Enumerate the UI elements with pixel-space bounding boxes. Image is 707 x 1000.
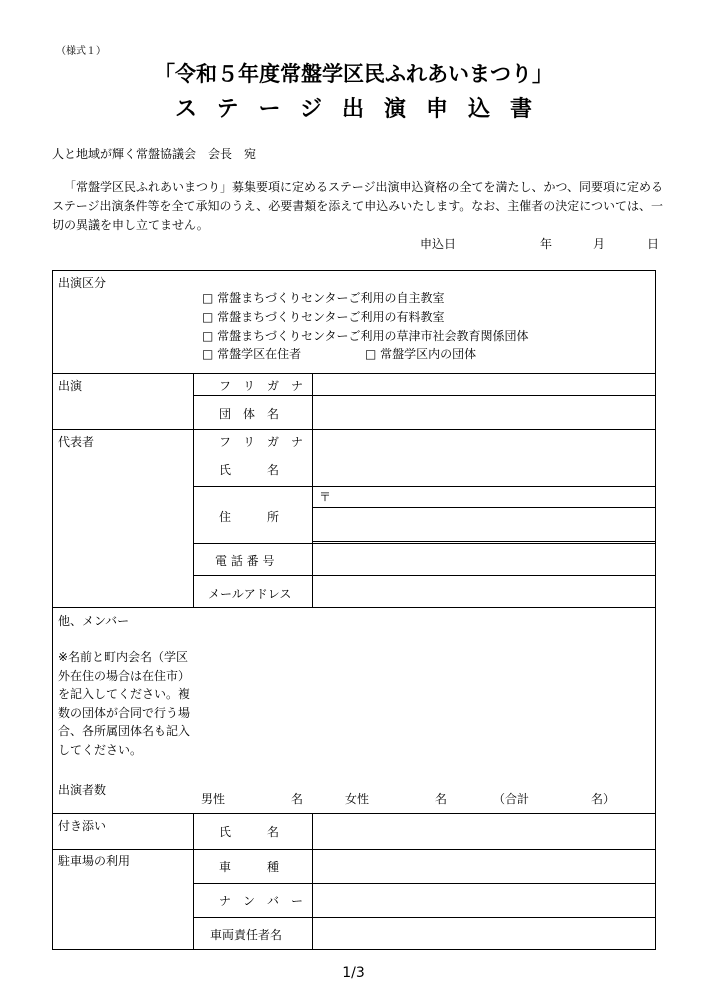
driver-name-label: 車両責任者名 [210,928,283,942]
representative-email-label: メールアドレス [208,587,292,601]
parking-label: 駐車場の利用 [58,854,131,868]
total-count-unit: 名） [591,792,616,806]
female-count-unit: 名 [435,792,448,806]
performer-furigana-label: フ リ ガ ナ [219,379,304,393]
addressee: 人と地域が輝く常盤協議会 会長 宛 [52,147,257,161]
attendant-name-label: 氏 名 [219,825,280,839]
representative-phone-label: 電 話 番 号 [215,554,275,568]
representative-label: 代表者 [58,435,95,449]
performer-group-name-label: 団 体 名 [219,407,280,421]
representative-furigana-label: フ リ ガ ナ [219,435,304,449]
male-count-label: 男性 [201,792,226,806]
page-title: 「令和５年度常盤学区民ふれあいまつり」 [154,62,553,86]
form-label: （様式１） [56,46,106,57]
category-option-self-study[interactable]: □ 常盤まちづくりセンターご利用の自主教室 [202,291,445,305]
representative-email-field[interactable] [315,577,653,605]
date-day: 日 [647,237,660,251]
representative-name-label: 氏 名 [219,463,280,477]
category-option-social-education[interactable]: □ 常盤まちづくりセンターご利用の草津市社会教育関係団体 [202,329,529,343]
car-type-label: 車 種 [219,860,280,874]
page-subtitle: ステージ出演申込書 [174,97,553,122]
car-number-field[interactable] [315,885,653,915]
car-number-label: ナ ン バ ー [219,894,304,908]
page-number: 1/3 [342,965,365,981]
driver-name-field[interactable] [315,919,653,947]
members-note: ※名前と町内会名（学区外在住の場合は在住市）を記入してください。複数の団体が合同で行う場合、各所属団体名も記入してください。 [58,650,191,757]
car-type-field[interactable] [315,851,653,881]
application-form-table [52,270,656,950]
date-label: 申込日 [420,237,457,251]
male-count-unit: 名 [291,792,304,806]
members-field[interactable] [195,611,653,781]
members-label: 他、メンバー [58,614,130,628]
performer-furigana-field[interactable] [315,375,653,393]
category-label: 出演区分 [58,276,107,290]
total-count-label: （合計 [493,792,530,806]
attendant-name-field[interactable] [315,815,653,847]
declaration-paragraph: 「常盤学区民ふれあいまつり」募集要項に定めるステージ出演申込資格の全てを満たし、かつ、同要項に定めるステージ出演条件等を全て承知のうえ、必要書類を添えて申込みいたします。なお、主催者の決定については、一切の異議を申し立てません。 [52,180,664,232]
female-count-label: 女性 [345,792,370,806]
attendant-label: 付き添い [58,819,107,833]
representative-address-label: 住 所 [219,510,280,524]
participant-count-label: 出演者数 [58,783,107,797]
representative-phone-field[interactable] [315,545,653,573]
date-year: 年 [540,237,553,251]
date-month: 月 [593,237,606,251]
performer-label: 出演 [58,379,83,393]
postal-mark: 〒 [319,490,332,504]
category-option-local-group[interactable]: □ 常盤学区内の団体 [365,347,477,361]
category-option-resident[interactable]: □ 常盤学区在住者 [202,347,302,361]
performer-group-name-field[interactable] [315,398,653,427]
representative-address-field[interactable] [315,509,653,539]
representative-name-field[interactable] [315,432,653,484]
category-option-paid-class[interactable]: □ 常盤まちづくりセンターご利用の有料教室 [202,310,445,324]
